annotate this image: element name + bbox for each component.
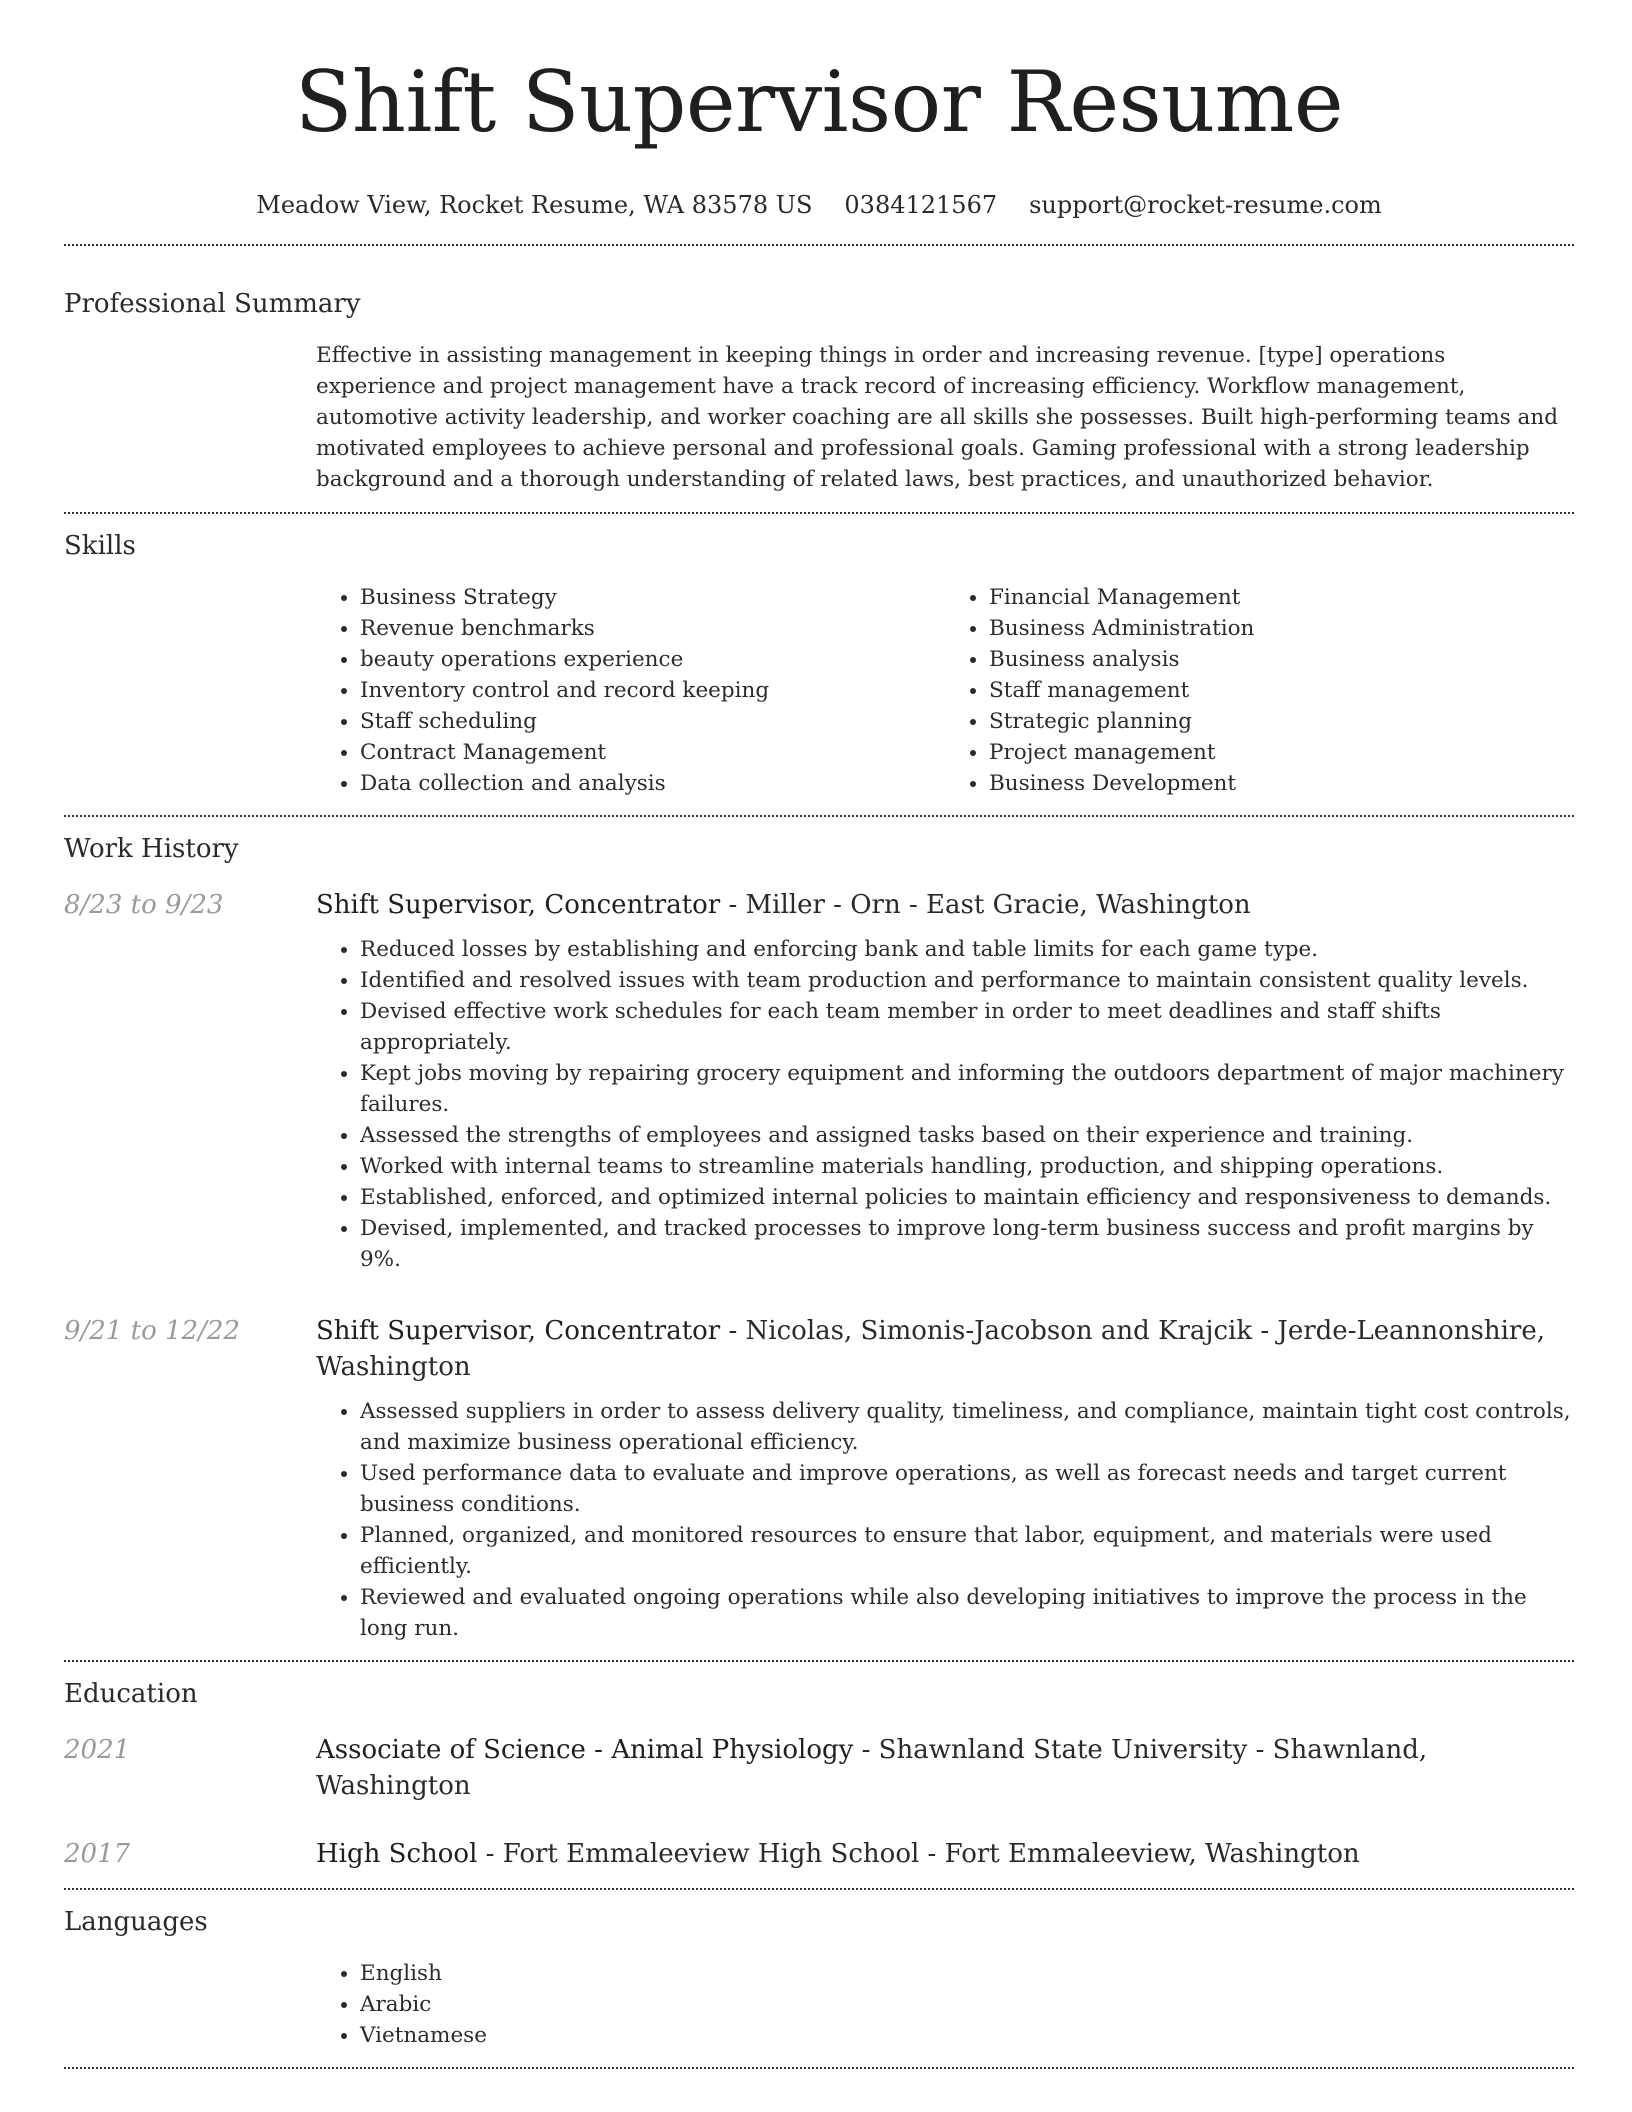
skill-item: • Contract Management bbox=[360, 737, 945, 768]
job-employer: - Nicolas, Simonis-Jacobson and Krajcik - Jerde-Leannonshire, Washington bbox=[316, 1316, 1546, 1382]
skill-item: • Business analysis bbox=[989, 644, 1574, 675]
skills-columns bbox=[316, 582, 1574, 799]
education-date: 2021 bbox=[64, 1735, 131, 1765]
job-bullet: • Identified and resolved issues with team production and performance to maintain consistent quality levels. bbox=[360, 965, 1574, 996]
section-summary bbox=[64, 246, 1574, 495]
job-bullet: • Worked with internal teams to streamline materials handling, production, and shipping operations. bbox=[360, 1151, 1574, 1182]
job-title: Shift Supervisor, Concentrator bbox=[316, 890, 721, 920]
education-date: 2017 bbox=[64, 1839, 131, 1869]
job-date: 8/23 to 9/23 bbox=[64, 890, 224, 920]
section-languages bbox=[64, 1890, 1574, 2051]
contact-line bbox=[64, 188, 1574, 222]
contact-address: Meadow View, Rocket Resume, WA 83578 US bbox=[256, 191, 813, 219]
degree: High School bbox=[316, 1839, 478, 1869]
skills-list-right bbox=[945, 582, 1574, 799]
school: - Shawnland State University - Shawnland, Washington bbox=[316, 1735, 1428, 1801]
job-bullets bbox=[316, 934, 1574, 1275]
job-date: 9/21 to 12/22 bbox=[64, 1316, 240, 1346]
summary-text: Effective in assisting management in keeping things in order and increasing revenue. [type] operations experience and project management have a track record of increasing efficiency. Workflow management, automotive activity leadership, and worker coaching are all skills she possesses. Built high-performing teams and motivated employees to achieve personal and professional goals. Gaming professional with a strong leadership background and a thorough understanding of related laws, best practices, and unauthorized behavior. bbox=[316, 343, 1558, 492]
job-title: Shift Supervisor, Concentrator bbox=[316, 1316, 721, 1346]
section-heading-work: Work History bbox=[64, 834, 239, 864]
skill-item: • Staff management bbox=[989, 675, 1574, 706]
job-bullets bbox=[316, 1396, 1574, 1644]
job-entry bbox=[64, 887, 1574, 1275]
job-bullet: • Kept jobs moving by repairing grocery equipment and informing the outdoors department of major machinery failures. bbox=[360, 1058, 1574, 1120]
skill-item: • Project management bbox=[989, 737, 1574, 768]
job-bullet: • Reviewed and evaluated ongoing operations while also developing initiatives to improve the process in the long run. bbox=[360, 1582, 1574, 1644]
skill-item: • Data collection and analysis bbox=[360, 768, 945, 799]
section-skills bbox=[64, 514, 1574, 799]
job-bullet: • Assessed suppliers in order to assess delivery quality, timeliness, and compliance, maintain tight cost controls, and maximize business operational efficiency. bbox=[360, 1396, 1574, 1458]
school: - Fort Emmaleeview High School - Fort Emmaleeview, Washington bbox=[477, 1839, 1360, 1869]
job-title-line bbox=[316, 1313, 1574, 1385]
skill-item: • Revenue benchmarks bbox=[360, 613, 945, 644]
skill-item: • beauty operations experience bbox=[360, 644, 945, 675]
skills-list-left bbox=[316, 582, 945, 799]
contact-email[interactable]: support@rocket-resume.com bbox=[1029, 191, 1382, 219]
section-heading-skills: Skills bbox=[64, 531, 136, 561]
languages-list bbox=[316, 1958, 1574, 2051]
divider bbox=[64, 2067, 1574, 2069]
skill-item: • Staff scheduling bbox=[360, 706, 945, 737]
education-entry bbox=[64, 1732, 1574, 1804]
degree: Associate of Science - Animal Physiology bbox=[316, 1735, 854, 1765]
job-bullet: • Assessed the strengths of employees and assigned tasks based on their experience and training. bbox=[360, 1120, 1574, 1151]
education-entry bbox=[64, 1836, 1574, 1872]
section-work-history bbox=[64, 817, 1574, 1644]
section-heading-summary: Professional Summary bbox=[64, 289, 361, 319]
job-title-line bbox=[316, 887, 1574, 923]
skill-item: • Inventory control and record keeping bbox=[360, 675, 945, 706]
job-bullet: • Devised effective work schedules for each team member in order to meet deadlines and staff shifts appropriately. bbox=[360, 996, 1574, 1058]
skill-item: • Strategic planning bbox=[989, 706, 1574, 737]
education-title-line bbox=[316, 1836, 1574, 1872]
job-bullet: • Reduced losses by establishing and enforcing bank and table limits for each game type. bbox=[360, 934, 1574, 965]
job-bullet: • Planned, organized, and monitored resources to ensure that labor, equipment, and materials were used efficiently. bbox=[360, 1520, 1574, 1582]
resume-page bbox=[64, 0, 1574, 2069]
language-item: • Vietnamese bbox=[360, 2020, 1574, 2051]
skill-item: • Business Development bbox=[989, 768, 1574, 799]
contact-phone: 0384121567 bbox=[844, 191, 998, 219]
language-item: • Arabic bbox=[360, 1989, 1574, 2020]
job-entry bbox=[64, 1313, 1574, 1644]
section-heading-education: Education bbox=[64, 1679, 198, 1709]
section-heading-languages: Languages bbox=[64, 1907, 208, 1937]
skill-item: • Financial Management bbox=[989, 582, 1574, 613]
resume-title: Shift Supervisor Resume bbox=[294, 53, 1344, 151]
job-bullet: • Used performance data to evaluate and improve operations, as well as forecast needs and target current business conditions. bbox=[360, 1458, 1574, 1520]
section-education bbox=[64, 1662, 1574, 1872]
education-title-line bbox=[316, 1732, 1574, 1804]
skill-item: • Business Administration bbox=[989, 613, 1574, 644]
job-employer: - Miller - Orn - East Gracie, Washington bbox=[720, 890, 1251, 920]
skill-item: • Business Strategy bbox=[360, 582, 945, 613]
job-bullet: • Devised, implemented, and tracked processes to improve long-term business success and profit margins by 9%. bbox=[360, 1213, 1574, 1275]
job-bullet: • Established, enforced, and optimized internal policies to maintain efficiency and responsiveness to demands. bbox=[360, 1182, 1574, 1213]
language-item: • English bbox=[360, 1958, 1574, 1989]
